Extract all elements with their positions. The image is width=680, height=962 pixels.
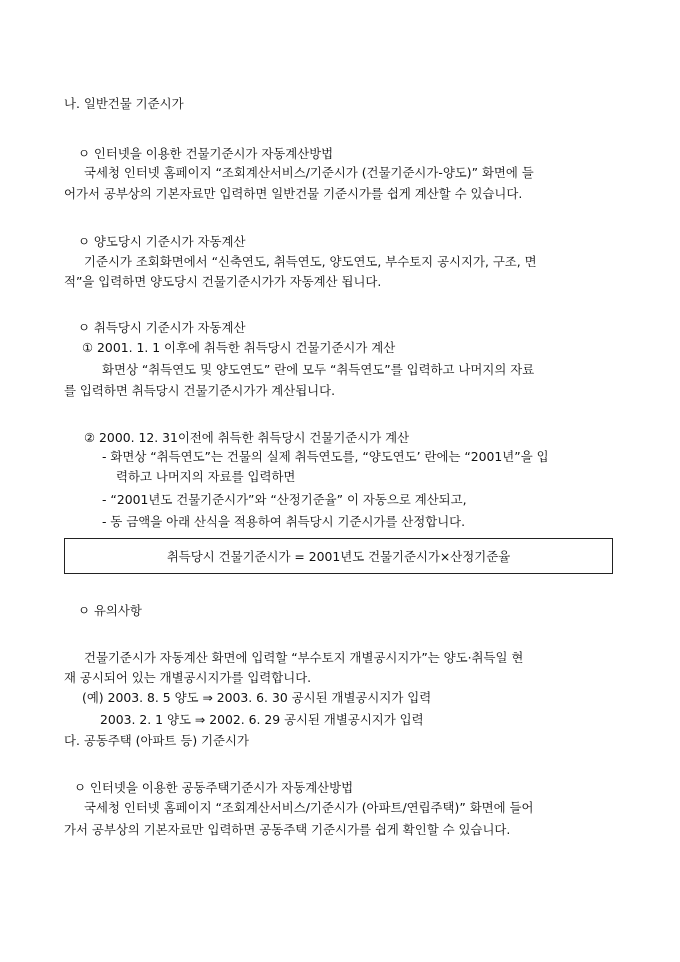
paragraph-line: 재 공시되어 있는 개별공시지가를 입력합니다. [64, 670, 312, 685]
paragraph-line: 가서 공부상의 기본자료만 입력하면 공동주택 기준시가를 쉽게 확인할 수 있습니다. [64, 822, 511, 837]
example-line: 2003. 2. 1 양도 ⇒ 2002. 6. 29 공시된 개별공시지가 입력 [100, 712, 424, 727]
paragraph-line: 를 입력하면 취득당시 건물기준시가가 계산됩니다. [64, 383, 336, 398]
section-title-general-building: 나. 일반건물 기준시가 [64, 96, 184, 111]
bullet-line: - 화면상 “취득연도”는 건물의 실제 취득연도를, “양도연도’ 란에는 “2001년”을 입 [102, 449, 549, 464]
bullet-line: - 동 금액을 아래 산식을 적용하여 취득당시 기준시가를 산정합니다. [102, 514, 466, 529]
paragraph-line: 국세청 인터넷 홈페이지 “조회계산서비스/기준시가 (건물기준시가-양도)” 화면에 들 [84, 165, 534, 180]
subheading-after-2001: ① 2001. 1. 1 이후에 취득한 취득당시 건물기준시가 계산 [82, 340, 396, 355]
section-title-apartment: 다. 공동주택 (아파트 등) 기준시가 [64, 733, 249, 748]
heading-apartment-auto-calc: ㅇ 인터넷을 이용한 공동주택기준시가 자동계산방법 [74, 780, 354, 795]
bullet-line: - “2001년도 건물기준시가”와 “산정기준율” 이 자동으로 계산되고, [102, 492, 467, 507]
formula-text: 취득당시 건물기준시가 = 2001년도 건물기준시가×산정기준율 [166, 549, 511, 564]
paragraph-line: 기준시가 조회화면에서 “신축연도, 취득연도, 양도연도, 부수토지 공시지가, 구조, 면 [84, 254, 537, 269]
heading-internet-auto-calc: ㅇ 인터넷을 이용한 건물기준시가 자동계산방법 [78, 146, 334, 161]
paragraph-line: 국세청 인터넷 홈페이지 “조회계산서비스/기준시가 (아파트/연립주택)” 화면에 들어 [84, 800, 534, 815]
bullet-line-continued: 력하고 나머지의 자료를 입력하면 [116, 469, 296, 484]
heading-notes: ㅇ 유의사항 [78, 603, 142, 618]
paragraph-line: 화면상 “취득연도 및 양도연도” 란에 모두 “취득연도”를 입력하고 나머지의 자료 [102, 362, 535, 377]
paragraph-line: 건물기준시가 자동계산 화면에 입력할 “부수토지 개별공시지가”는 양도·취득일 현 [84, 650, 524, 665]
subheading-before-2000: ② 2000. 12. 31이전에 취득한 취득당시 건물기준시가 계산 [84, 430, 410, 445]
paragraph-line: 적”을 입력하면 양도당시 건물기준시가가 자동계산 됩니다. [64, 274, 382, 289]
heading-transfer-auto-calc: ㅇ 양도당시 기준시가 자동계산 [78, 234, 246, 249]
formula-box [64, 538, 613, 574]
heading-acquisition-auto-calc: ㅇ 취득당시 기준시가 자동계산 [78, 320, 246, 335]
example-line: (예) 2003. 8. 5 양도 ⇒ 2003. 6. 30 공시된 개별공시지가 입력 [82, 690, 432, 705]
paragraph-line: 어가서 공부상의 기본자료만 입력하면 일반건물 기준시가를 쉽게 계산할 수 있습니다. [64, 186, 523, 201]
